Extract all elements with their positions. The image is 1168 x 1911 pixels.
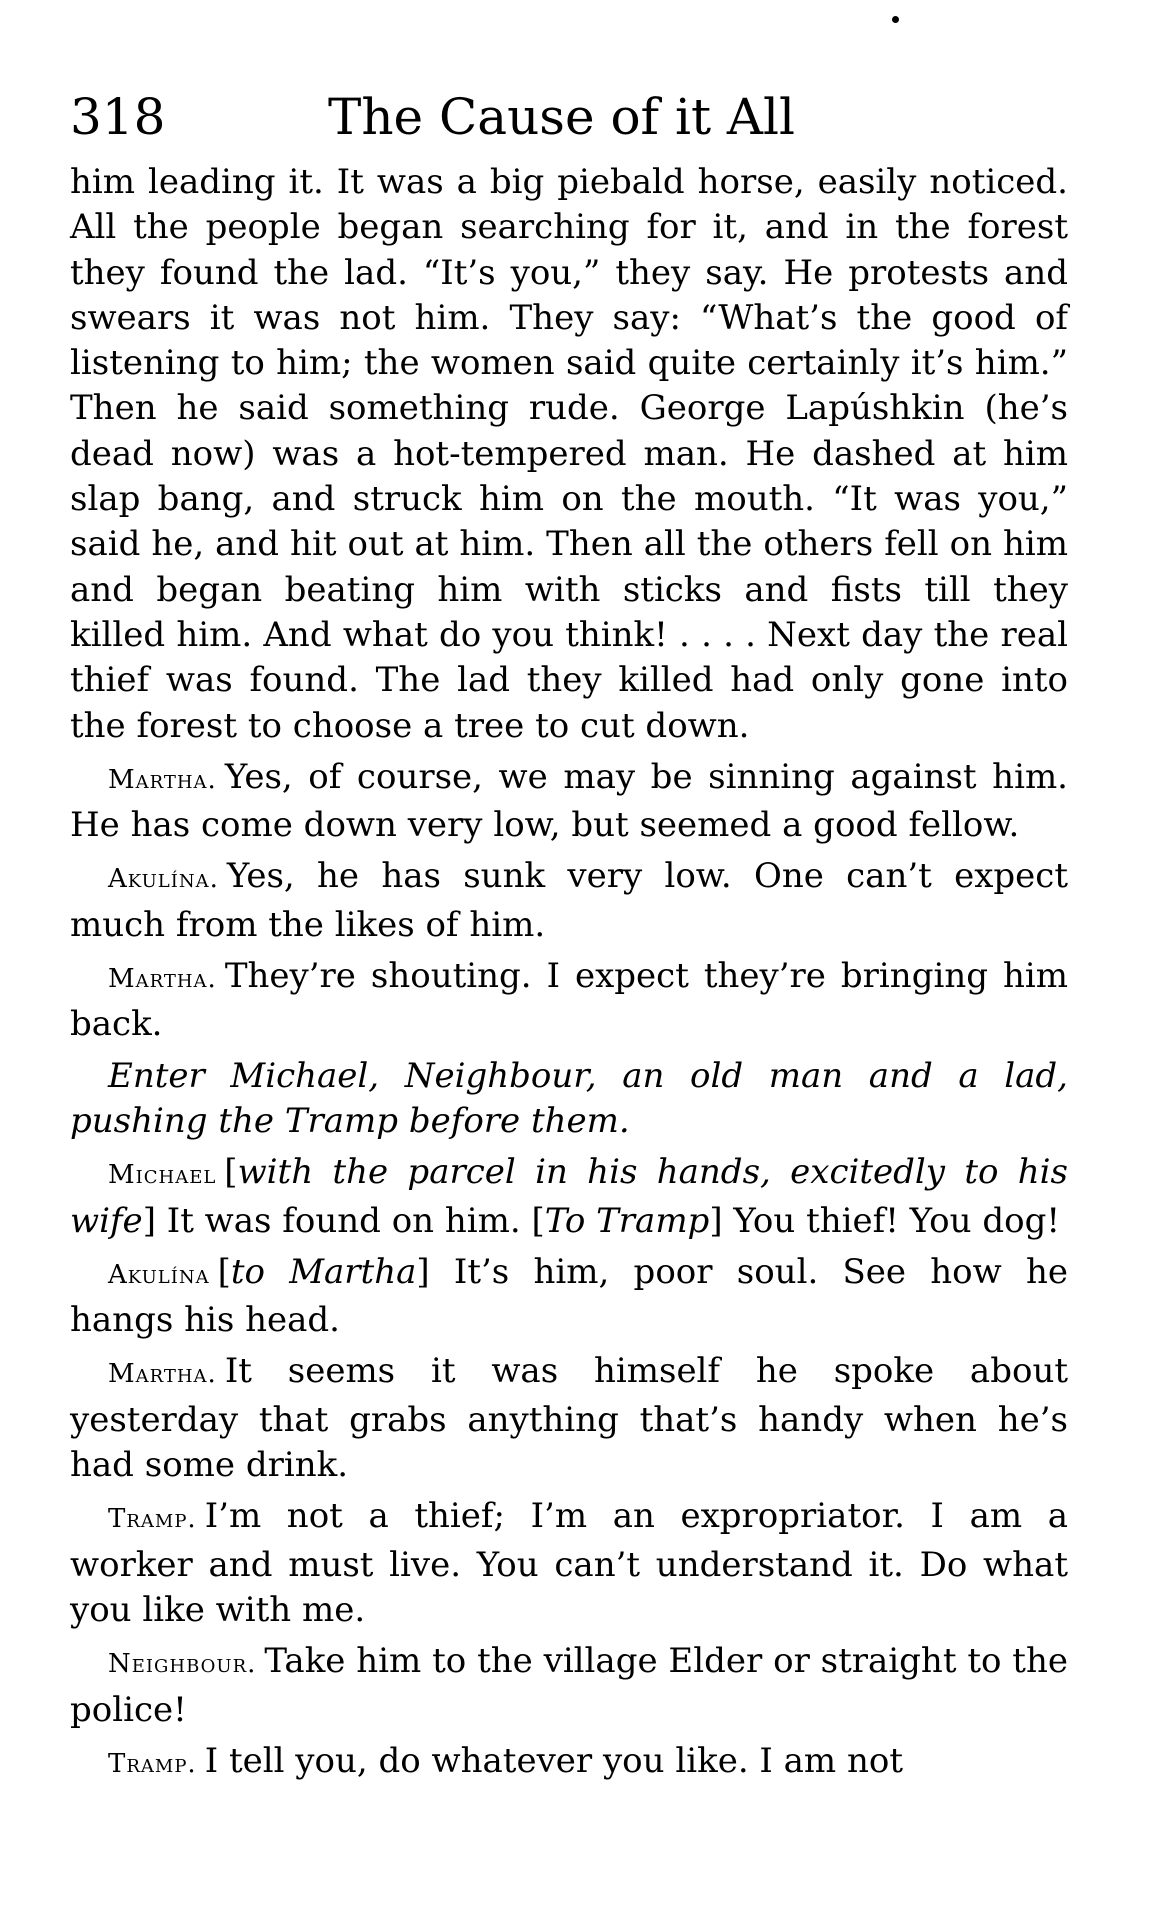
speech-martha-2 [70, 954, 1068, 1048]
speech-martha-1 [70, 755, 1068, 849]
speech-text: They’re shouting. I expect they’re bringing him back. [70, 956, 1068, 1045]
opening-paragraph: him leading it. It was a big piebald horse, easily noticed. All the people began searching for it, and in the forest they found the lad. “It’s you,” they say. He protests and swears it was not him. They say: “What’s the good of listening to him; the women said quite certainly it’s him.” Then he said something rude. George Lapúshkin (he’s dead now) was a hot-tempered man. He dashed at him slap bang, and struck him on the mouth. “It was you,” said he, and hit out at him. Then all the others fell on him and began beating him with sticks and fists till they killed him. And what do you think! . . . . Next day the real thief was found. The lad they killed had only gone into the forest to choose a tree to cut down. [70, 162, 1068, 746]
speech-text: It’s him, poor soul. See how he hangs his head. [70, 1251, 1068, 1341]
inline-direction: with the parcel in his hands, excitedly to his wife [70, 1152, 1068, 1241]
speaker-name: Martha. [108, 1359, 217, 1390]
speaker-name: Martha. [108, 964, 217, 995]
speech-text: Take him to the village Elder or straight to the police! [70, 1641, 1068, 1730]
speaker-name: Martha. [108, 764, 217, 795]
speaker-name: Michael [108, 1160, 217, 1191]
speech-neighbour [70, 1639, 1068, 1733]
speech-text: I’m not a thief; I’m an expropriator. I am a worker and must live. You can’t understand it. Do what you like with me. [70, 1496, 1068, 1630]
speech-text: Yes, of course, we may be sinning against him. He has come down very low, but seemed a good fellow. [70, 756, 1068, 846]
speech-text: I tell you, do whatever you like. I am not [204, 1740, 904, 1781]
inline-direction: to Martha [230, 1251, 417, 1292]
speech-text: It was found on him. [166, 1200, 521, 1241]
speaker-name: Neighbour. [108, 1649, 257, 1680]
speech-akulina-1 [70, 854, 1068, 948]
stage-direction: Enter Michael, Neighbour, an old man and a lad, pushing the Tramp before them. [70, 1055, 1068, 1141]
speaker-name: Tramp. [108, 1748, 197, 1779]
page-header [70, 88, 1070, 158]
speech-tramp-2 [70, 1739, 1068, 1787]
ink-speck [892, 16, 899, 23]
speech-text: It seems it was himself he spoke about yesterday that grabs anything that’s handy when he’s had some drink. [70, 1351, 1068, 1486]
speech-martha-3 [70, 1349, 1068, 1488]
speech-text: Yes, he has sunk very low. One can’t expect much from the likes of him. [70, 856, 1068, 945]
speech-text: You thief! You dog! [733, 1200, 1061, 1241]
speech-akulina-2: Akulína [to Martha] It’s him, poor soul. See how he hangs his head. [70, 1251, 1068, 1341]
inline-direction: To Tramp [544, 1200, 710, 1241]
running-title: The Cause of it All [328, 88, 796, 146]
page-number: 318 [70, 88, 166, 146]
speaker-name: Tramp. [108, 1504, 197, 1535]
body-text [70, 160, 1068, 1787]
speech-tramp-1 [70, 1494, 1068, 1633]
speaker-name: Akulína [108, 1259, 210, 1290]
speaker-name: Akulína. [108, 864, 219, 895]
speech-michael: Michael [with the parcel in his hands, excitedly to his wife] It was found on him. [To Tramp] You thief! You dog! [70, 1152, 1068, 1241]
